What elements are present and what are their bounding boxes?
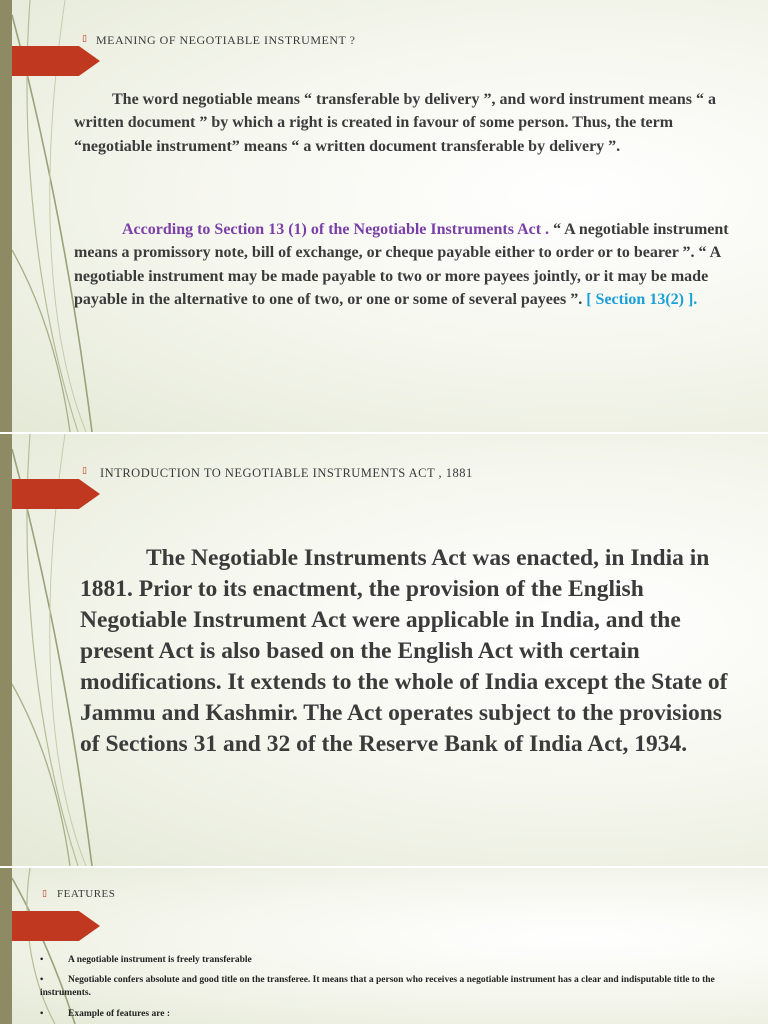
section-13-2-link[interactable]: [ Section 13(2) ]. <box>586 290 698 308</box>
section-paragraph-body: “ A negotiable instrument means a promissory note, bill of exchange, or cheque payable either to order or to bearer ”. “ A negotiable instrument may be made payable to two or more payees jointly, or it may be made payable in the alternative to one of two, or one or some of several payees ”. <box>74 221 729 308</box>
heading-bullet-icon: ▯ <box>82 466 87 476</box>
left-accent-bar <box>0 868 12 1024</box>
feature-item: • Example of features are : <box>40 1009 171 1019</box>
feature-item: • Negotiable confers absolute and good title on the transferee. It means that a person who receives a negotiable instrument has a clear and indisputable title to the instruments. <box>40 975 715 998</box>
slide-introduction <box>0 434 768 866</box>
slide-heading: MEANING OF NEGOTIABLE INSTRUMENT ? <box>96 33 356 47</box>
intro-paragraph: The Negotiable Instruments Act was enacted, in India in 1881. Prior to its enactment, the provision of the English Negotiable Instrument Act were applicable in India, and the present Act is also based on the English Act with certain modifications. It extends to the whole of India except the State of Jammu and Kashmir. The Act operates subject to the provisions of Sections 31 and 32 of the Reserve Bank of India Act, 1934. <box>80 545 728 757</box>
bullet-dot-icon: • <box>40 975 44 985</box>
definition-paragraph: The word negotiable means “ transferable by delivery ”, and word instrument means “ a written document ” by which a right is created in favour of some person. Thus, the term “negotiable instrument” means “ a written document transferable by delivery ”. <box>74 91 716 155</box>
feature-item: • A negotiable instrument is freely transferable <box>40 955 252 965</box>
section-paragraph <box>74 218 734 311</box>
slide-heading: INTRODUCTION TO NEGOTIABLE INSTRUMENTS ACT , 1881 <box>100 466 473 480</box>
heading-bullet-icon: ▯ <box>42 889 47 899</box>
heading-bullet-icon: ▯ <box>82 34 87 44</box>
left-accent-bar <box>0 0 12 432</box>
slide-heading: FEATURES <box>57 888 116 900</box>
slide-meaning <box>0 0 768 432</box>
section-13-1-reference: According to Section 13 (1) of the Negotiable Instruments Act . <box>122 221 550 238</box>
slide-features <box>0 868 768 1024</box>
left-accent-bar <box>0 434 12 866</box>
bullet-dot-icon: • <box>40 955 44 965</box>
bullet-dot-icon: • <box>40 1009 44 1019</box>
